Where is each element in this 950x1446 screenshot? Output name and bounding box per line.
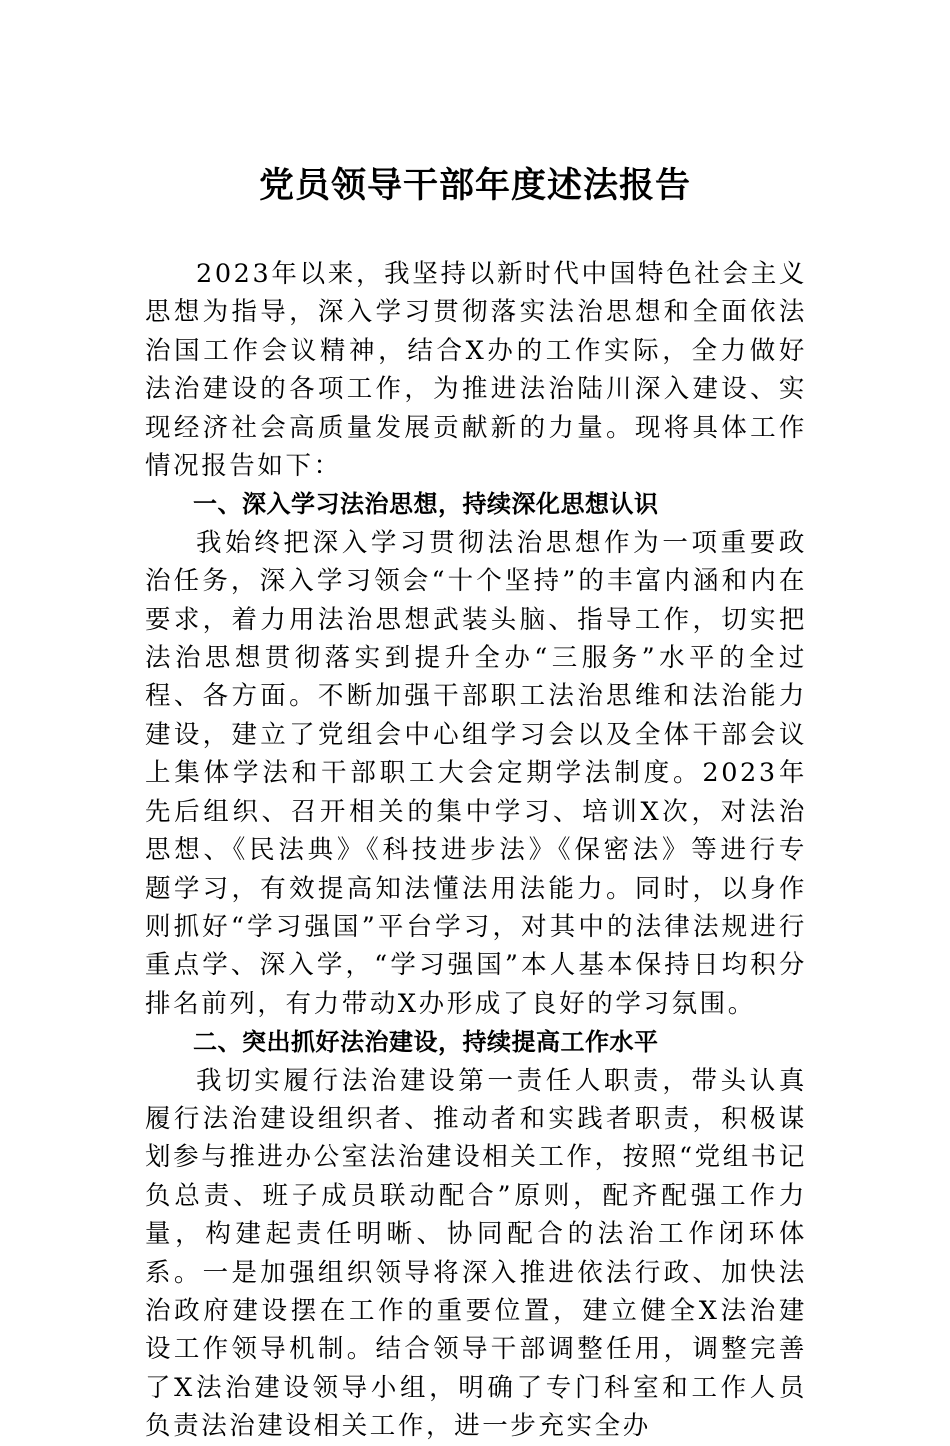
section-heading-1: 一、深入学习法治思想，持续深化思想认识	[193, 490, 659, 519]
document-body	[145, 255, 807, 1446]
section-heading-2: 二、突出抓好法治建设，持续提高工作水平	[193, 1028, 659, 1057]
section-paragraph-1: 我始终把深入学习贯彻法治思想作为一项重要政治任务，深入学习领会“十个坚持”的丰富内涵和内在要求，着力用法治思想武装头脑、指导工作，切实把法治思想贯彻落实到提升全办“三服务”水平的全过程、各方面。不断加强干部职工法治思维和法治能力建设，建立了党组会中心组学习会以及全体干部会议上集体学法和干部职工大会定期学法制度。2023年先后组织、召开相关的集中学习、培训X次，对法治思想、《民法典》《科技进步法》《保密法》等进行专题学习，有效提高知法懂法用法能力。同时，以身作则抓好“学习强国”平台学习，对其中的法律法规进行重点学、深入学，“学习强国”本人基本保持日均积分排名前列，有力带动X办形成了良好的学习氛围。	[145, 527, 807, 1019]
intro-paragraph: 2023年以来，我坚持以新时代中国特色社会主义思想为指导，深入学习贯彻落实法治思想和全面依法治国工作会议精神，结合X办的工作实际，全力做好法治建设的各项工作，为推进法治陆川深入建设、实现经济社会高质量发展贡献新的力量。现将具体工作情况报告如下：	[145, 259, 807, 482]
section-paragraph-2: 我切实履行法治建设第一责任人职责，带头认真履行法治建设组织者、推动者和实践者职责，积极谋划参与推进办公室法治建设相关工作，按照“党组书记负总责、班子成员联动配合”原则，配齐配强工作力量，构建起责任明晰、协同配合的法治工作闭环体系。一是加强组织领导将深入推进依法行政、加快法治政府建设摆在工作的重要位置，建立健全X法治建设工作领导机制。结合领导干部调整任用，调整完善了X法治建设领导小组，明确了专门科室和工作人员负责法治建设相关工作，进一步充实全办	[145, 1065, 807, 1442]
document-title: 党员领导干部年度述法报告	[258, 165, 691, 206]
